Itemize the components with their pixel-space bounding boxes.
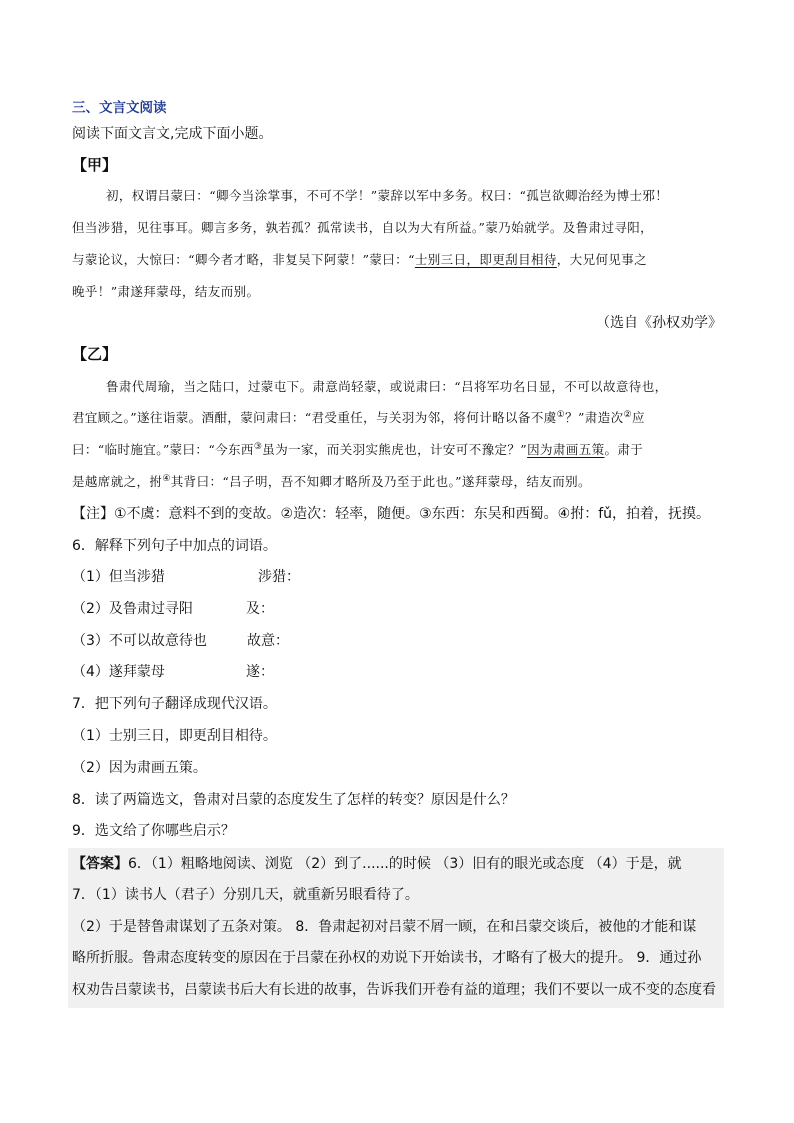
q6-item-3-word: 故意： — [247, 633, 289, 649]
footnote-marker-3: ③ — [253, 441, 263, 452]
passage-b-line-2-post: ？”肃造次 — [565, 410, 624, 425]
underlined-sentence-a: 士别三日，即更刮目相待 — [414, 252, 557, 267]
question-9: 9．选文给了你哪些启示？ — [72, 823, 235, 839]
footnote-marker-4: ④ — [162, 473, 171, 484]
passage-b-line-3-post: 。肃于 — [604, 442, 644, 457]
question-6-stem: 6．解释下列句子中加点的词语。 — [72, 538, 277, 554]
passage-a-source: （选自《孙权劝学》 — [596, 315, 722, 331]
passage-a-label: 【甲】 — [72, 156, 118, 174]
q6-item-2-word: 及： — [246, 601, 274, 617]
q6-item-1-sentence: （1）但当涉猎 — [72, 569, 165, 585]
answer-line-5: 权劝告吕蒙读书，吕蒙读书后大有长进的故事，告诉我们开卷有益的道理；我们不要以一成不变的态度看 — [72, 982, 716, 998]
underlined-sentence-b: 因为肃画五策 — [527, 442, 605, 457]
passage-b-line-2-pre: 君宜顾之。”遂往诣蒙。酒酣，蒙问肃曰：“君受重任，与关羽为邻，将何计略以备不虞 — [72, 410, 557, 425]
q6-item-4-sentence: （4）遂拜蒙母 — [72, 664, 165, 680]
passage-b-label: 【乙】 — [72, 345, 118, 363]
passage-a-line-1: 初，权谓吕蒙曰：“卿今当涂掌事，不可不学！”蒙辞以军中多务。权曰：“孤岂欲卿治经为博士邪！ — [106, 188, 669, 203]
answer-label: 【答案】 — [72, 856, 128, 872]
q7-item-1: （1）士别三日，即更刮目相待。 — [72, 728, 277, 744]
q7-item-2: （2）因为肃画五策。 — [72, 760, 207, 776]
passage-b-line-4-pre: 是越席就之，拊 — [72, 474, 163, 489]
answer-line-3: （2）于是替鲁肃谋划了五条对策。 8．鲁肃起初对吕蒙不屑一顾，在和吕蒙交谈后，被他的才能和谋 — [72, 919, 697, 935]
answer-line-1 — [72, 854, 682, 874]
passage-b-line-4 — [72, 472, 591, 492]
answer-line-2: 7．（1）读书人（君子）分别几天，就重新另眼看待了。 — [72, 887, 419, 903]
passage-b-line-1: 鲁肃代周瑜，当之陆口，过蒙屯下。肃意尚轻蒙，或说肃曰：“吕将军功名日显，不可以故意待也， — [106, 379, 668, 394]
footnotes: 【注】①不虞：意料不到的变故。②造次：轻率，随便。③东西：东吴和西蜀。④拊：fǔ，拍着，抚摸。 — [72, 506, 711, 522]
question-8: 8．读了两篇选文，鲁肃对吕蒙的态度发生了怎样的转变？原因是什么？ — [72, 792, 515, 808]
q6-item-2-sentence: （2）及鲁肃过寻阳 — [72, 601, 193, 617]
passage-a-line-3-post: ，大兄何见事之 — [556, 252, 648, 267]
q6-item-4-word: 遂： — [246, 664, 274, 680]
passage-b-line-3-mid: 虽为一家，而关羽实熊虎也，计安可不豫定？” — [262, 442, 528, 457]
passage-b-line-3-pre: 曰：“临时施宜。”蒙曰：“今东西 — [72, 442, 254, 457]
footnote-marker-2: ② — [623, 409, 632, 420]
answer-line-1-text: 6．（1）粗略地阅读、浏览 （2）到了......的时候 （3）旧有的眼光或态度 （4）于是，就 — [128, 856, 682, 872]
passage-b-line-2-end: 应 — [631, 410, 645, 425]
q6-item-1-word: 涉猎： — [258, 569, 300, 585]
passage-a-line-3-pre: 与蒙论议，大惊曰：“卿今者才略，非复吴下阿蒙！”蒙曰：“ — [72, 252, 415, 267]
passage-b-line-4-post: 其背曰：“吕子明，吾不知卿才略所及乃至于此也。”遂拜蒙母，结友而别。 — [170, 474, 591, 489]
footnote-marker-1: ① — [556, 409, 566, 420]
passage-a-line-3 — [72, 250, 647, 270]
q6-item-3-sentence: （3）不可以故意待也 — [72, 633, 207, 649]
section-title: 三、文言文阅读 — [72, 100, 167, 116]
passage-b-line-2 — [72, 408, 645, 428]
question-7-stem: 7．把下列句子翻译成现代汉语。 — [72, 696, 277, 712]
passage-a-line-2: 但当涉猎，见往事耳。卿言多务，孰若孤？孤常读书，自以为大有所益。”蒙乃始就学。及鲁肃过寻阳， — [72, 220, 654, 235]
passage-a-line-4: 晚乎！”肃遂拜蒙母，结友而别。 — [72, 284, 260, 299]
passage-b-line-3 — [72, 440, 643, 460]
section-instruction: 阅读下面文言文,完成下面小题。 — [72, 126, 273, 142]
answer-line-4: 略所折服。鲁肃态度转变的原因在于吕蒙在孙权的劝说下开始读书，才略有了极大的提升。 9．通过孙 — [72, 950, 702, 966]
